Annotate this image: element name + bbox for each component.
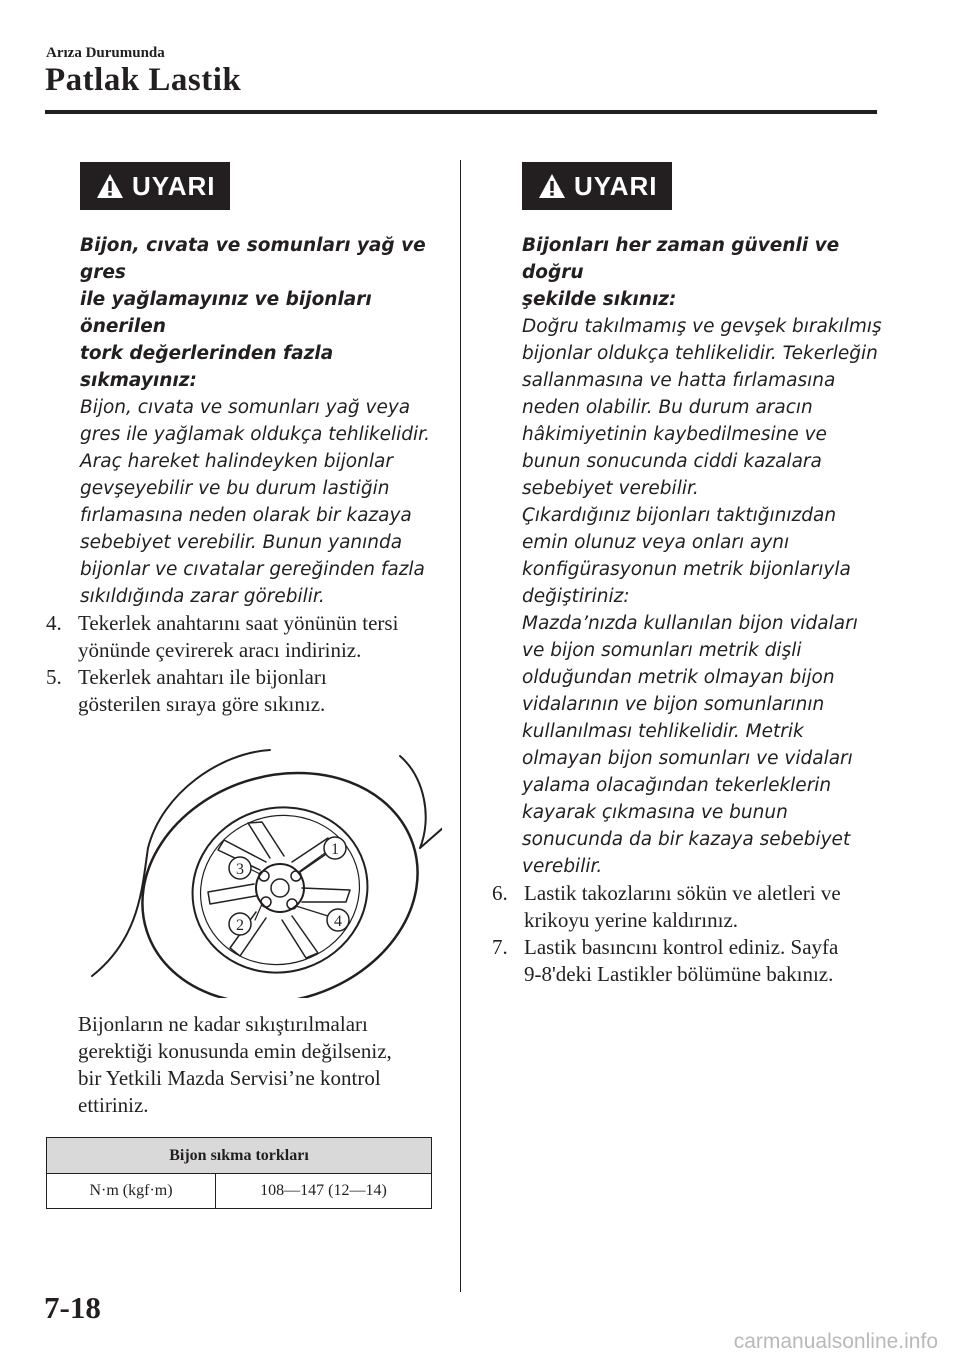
warning-line: kullanılması tehlikelidir. Metrik xyxy=(522,721,804,742)
warning-badge xyxy=(522,162,672,210)
warning-line: yalama olacağından tekerleklerin xyxy=(522,775,832,796)
step-line: Tekerlek anahtarını saat yönünün tersi xyxy=(78,611,399,635)
warning-headline-line: ile yağlamayınız ve bijonları önerilen xyxy=(80,289,372,337)
step-number: 7. xyxy=(492,935,508,959)
page-number: 7-18 xyxy=(44,1290,101,1325)
torque-note xyxy=(78,1011,436,1119)
warning-line: sıkıldığında zarar görebilir. xyxy=(80,586,325,607)
warning-headline-line: tork değerlerinden fazla sıkmayınız: xyxy=(80,343,334,391)
warning-line: değiştiriniz: xyxy=(522,586,630,607)
warning-line: kayarak çıkmasına ve bunun xyxy=(522,802,788,823)
step-line: Tekerlek anahtarı ile bijonları xyxy=(78,665,327,689)
torque-value-cell: 108―147 (12―14) xyxy=(216,1174,432,1209)
step-number: 6. xyxy=(492,881,508,905)
torque-table xyxy=(46,1137,432,1209)
warning-line: Bijon, cıvata ve somunları yağ veya xyxy=(80,397,411,418)
step-number: 4. xyxy=(46,611,62,635)
warning-headline-line: şekilde sıkınız: xyxy=(522,289,677,310)
warning-line: Araç hareket halindeyken bijonlar xyxy=(80,451,393,472)
note-line: ettiriniz. xyxy=(78,1093,149,1117)
step-item xyxy=(492,880,882,934)
warning-badge-label: UYARI xyxy=(574,170,658,201)
warning-line: emin olunuz veya onları aynı xyxy=(522,532,790,553)
step-item xyxy=(46,664,436,718)
warning-line: bunun sonucunda ciddi kazalara xyxy=(522,451,822,472)
warning-line: olmayan bijon somunları ve vidaları xyxy=(522,748,853,769)
title-rule xyxy=(45,110,877,114)
warning-line: bijonlar ve cıvatalar gereğinden fazla xyxy=(80,559,425,580)
warning-line: neden olabilir. Bu durum aracın xyxy=(522,397,813,418)
column-divider xyxy=(460,160,461,1292)
warning-triangle-icon xyxy=(96,173,124,199)
warning-line: hâkimiyetinin kaybedilmesine ve xyxy=(522,424,827,445)
figure-label-3: 3 xyxy=(236,861,244,878)
page-title: Patlak Lastik xyxy=(45,62,242,98)
warning-line: olduğundan metrik olmayan bijon xyxy=(522,667,835,688)
step-item xyxy=(492,934,882,988)
warning-text xyxy=(522,232,882,880)
warning-headline-line: Bijon, cıvata ve somunları yağ ve gres xyxy=(80,235,426,283)
watermark: carmanualsonline.info xyxy=(733,1330,938,1353)
warning-badge-label: UYARI xyxy=(132,170,216,201)
warning-line: Doğru takılmamış ve gevşek bırakılmış xyxy=(522,316,882,337)
section-label: Arıza Durumunda xyxy=(46,45,165,61)
warning-headline-line: Bijonları her zaman güvenli ve doğru xyxy=(522,235,840,283)
step-number: 5. xyxy=(46,665,62,689)
figure-label-2: 2 xyxy=(236,917,244,934)
warning-line: Mazda’nızda kullanılan bijon vidaları xyxy=(522,613,858,634)
step-line: gösterilen sıraya göre sıkınız. xyxy=(78,692,326,716)
step-line: Lastik basıncını kontrol ediniz. Sayfa xyxy=(524,935,839,959)
note-line: bir Yetkili Mazda Servisi’ne kontrol xyxy=(78,1066,381,1090)
warning-line: vidalarının ve bijon somunlarının xyxy=(522,694,825,715)
figure-label-4: 4 xyxy=(334,913,342,930)
step-list xyxy=(46,610,436,718)
warning-line: fırlamasına neden olarak bir kazaya xyxy=(80,505,412,526)
step-item xyxy=(46,610,436,664)
warning-text xyxy=(80,232,436,610)
warning-line: verebilir. xyxy=(522,856,603,877)
warning-triangle-icon xyxy=(538,173,566,199)
torque-unit-cell: N·m (kgf·m) xyxy=(47,1174,216,1209)
warning-line: konfigürasyonun metrik bijonlarıyla xyxy=(522,559,851,580)
warning-line: sonucunda da bir kazaya sebebiyet xyxy=(522,829,851,850)
warning-line: sallanmasına ve hatta fırlamasına xyxy=(522,370,836,391)
warning-line: sebebiyet verebilir. Bunun yanında xyxy=(80,532,403,553)
step-line: krikoyu yerine kaldırınız. xyxy=(524,908,739,932)
warning-line: gres ile yağlamak oldukça tehlikelidir. xyxy=(80,424,430,445)
left-column xyxy=(46,162,436,1209)
step-list xyxy=(492,880,882,988)
note-line: Bijonların ne kadar sıkıştırılmaları xyxy=(78,1012,368,1036)
warning-line: sebebiyet verebilir. xyxy=(522,478,699,499)
step-line: yönünde çevirerek aracı indiriniz. xyxy=(78,638,362,662)
warning-line: ve bijon somunları metrik dişli xyxy=(522,640,802,661)
lug-nut-tightening-figure xyxy=(70,738,442,998)
warning-line: gevşeyebilir ve bu durum lastiğin xyxy=(80,478,390,499)
warning-badge xyxy=(80,162,230,210)
step-line: 9-8'deki Lastikler bölümüne bakınız. xyxy=(524,962,834,986)
torque-table-header: Bijon sıkma torkları xyxy=(47,1138,432,1174)
right-column xyxy=(492,162,882,988)
warning-line: Çıkardığınız bijonları taktığınızdan xyxy=(522,505,837,526)
warning-line: bijonlar oldukça tehlikelidir. Tekerleğin xyxy=(522,343,878,364)
figure-label-1: 1 xyxy=(331,841,339,858)
note-line: gerektiği konusunda emin değilseniz, xyxy=(78,1039,392,1063)
step-line: Lastik takozlarını sökün ve aletleri ve xyxy=(524,881,841,905)
